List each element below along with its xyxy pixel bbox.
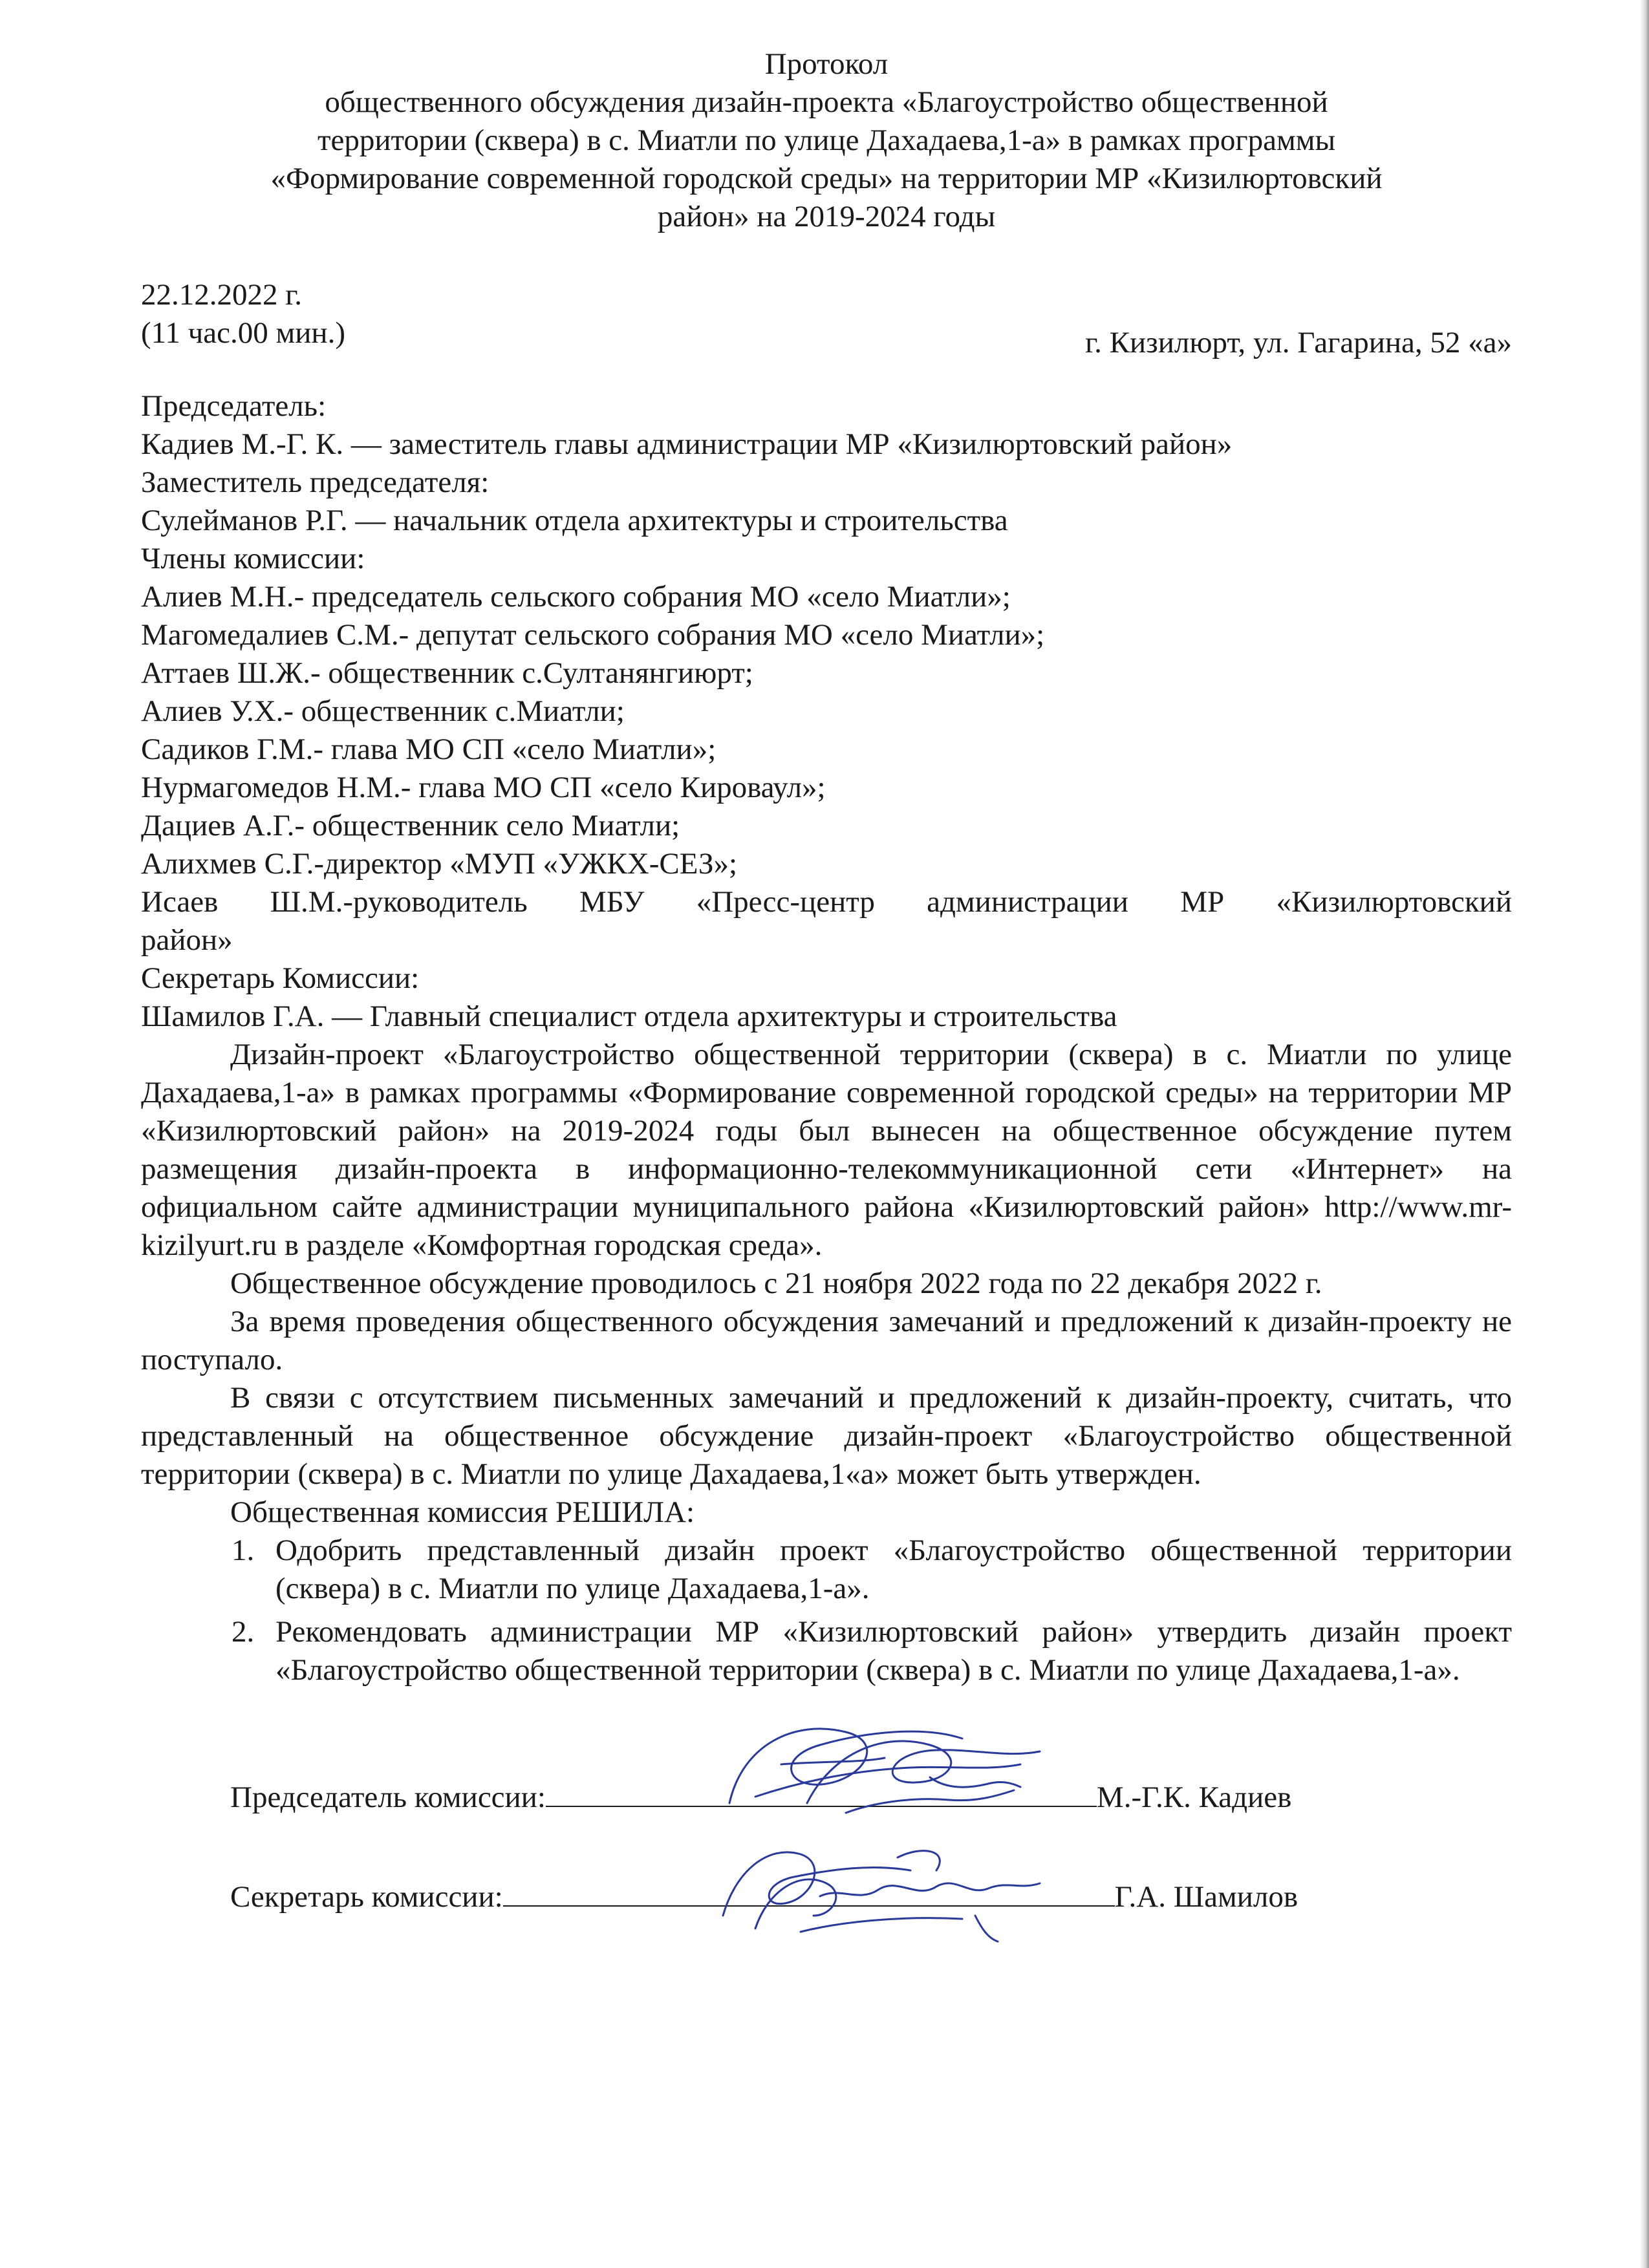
title-line: Протокол: [764, 47, 889, 81]
member-entry: Дациев А.Г.- общественник село Миатли;: [141, 809, 680, 842]
decision-list: [141, 1532, 1512, 1689]
title-line: район» на 2019-2024 годы: [657, 200, 996, 233]
title-line: «Формирование современной городской среды» на территории МР «Кизилюртовский: [270, 162, 1383, 195]
scan-edge-shadow: [1640, 0, 1649, 2268]
member-entry: Аттаев Ш.Ж.- общественник с.Султанянгиюрт;: [141, 656, 753, 690]
member-entry: Алиев У.Х.- общественник с.Миатли;: [141, 694, 625, 728]
meeting-date: 22.12.2022 г.: [141, 278, 302, 312]
member-entry: Нурмагомедов Н.М.- глава МО СП «село Кироваул»;: [141, 771, 826, 804]
decision-text: Рекомендовать администрации МР «Кизилюртовский район» утвердить дизайн проект «Благоустройство общественной территории (сквера) в с. Миатли по улице Дахадаева,1-а».: [275, 1615, 1512, 1687]
deputy-label: Заместитель председателя:: [141, 465, 490, 499]
decision-number: 1.: [232, 1534, 255, 1567]
secretary-handwritten-signature: [704, 1819, 1066, 1954]
member-entry: Исаев Ш.М.-руководитель МБУ «Пресс-центр администрации МР «Кизилюртовский: [141, 885, 1512, 919]
deputy-entry: Сулейманов Р.Г. — начальник отдела архитектуры и строительства: [141, 504, 1008, 537]
meeting-time: (11 час.00 мин.): [141, 316, 345, 350]
document-title: [141, 45, 1512, 236]
protocol-body: [141, 1036, 1512, 1689]
member-entry-continuation: район»: [141, 923, 233, 957]
chairman-signature-label: Председатель комиссии:: [230, 1781, 546, 1814]
member-entry: Садиков Г.М.- глава МО СП «село Миатли»;: [141, 733, 717, 766]
members-label: Члены комиссии:: [141, 542, 365, 575]
participants-list: [141, 387, 1512, 1036]
member-entry: Магомедалиев С.М.- депутат сельского собрания МО «село Миатли»;: [141, 618, 1045, 652]
member-entry: Алиев М.Н.- председатель сельского собрания МО «село Миатли»;: [141, 580, 1011, 614]
member-entry: Алихмев С.Г.-директор «МУП «УЖКХ-СЕЗ»;: [141, 847, 738, 881]
paragraph-no-remarks: За время проведения общественного обсуждения замечаний и предложений к дизайн-проекту не поступало.: [141, 1305, 1512, 1376]
chairman-handwritten-signature: [717, 1706, 1053, 1835]
secretary-signature-name: Г.А. Шамилов: [1114, 1880, 1299, 1914]
chairman-signature-name: М.-Г.К. Кадиев: [1096, 1781, 1292, 1814]
paragraph-conclusion: В связи с отсутствием письменных замечаний и предложений к дизайн-проекту, считать, что представленный на общественное обсуждение дизайн-проект «Благоустройство общественной территории (сквера) в с. Миатли по улице Дахадаева,1«а» может быть утвержден.: [141, 1381, 1512, 1491]
secretary-label: Секретарь Комиссии:: [141, 961, 420, 995]
signature-block: [141, 1740, 1512, 1953]
title-line: общественного обсуждения дизайн-проекта «Благоустройство общественной: [325, 85, 1328, 119]
decision-item: [141, 1532, 1512, 1608]
paragraph-discussion-period: Общественное обсуждение проводилось с 21 ноября 2022 года по 22 декабря 2022 г.: [230, 1267, 1322, 1300]
meeting-place: г. Кизилюрт, ул. Гагарина, 52 «а»: [1085, 326, 1512, 359]
title-line: территории (сквера) в с. Миатли по улице Дахадаева,1-а» в рамках программы: [317, 123, 1336, 157]
decision-label: Общественная комиссия РЕШИЛА:: [230, 1495, 695, 1529]
secretary-entry: Шамилов Г.А. — Главный специалист отдела архитектуры и строительства: [141, 1000, 1117, 1033]
chairman-label: Председатель:: [141, 389, 327, 423]
decision-number: 2.: [232, 1615, 255, 1649]
document-page: [141, 45, 1512, 1953]
decision-text: Одобрить представленный дизайн проект «Благоустройство общественной территории (сквера) в с. Миатли по улице Дахадаева,1-а».: [275, 1534, 1512, 1605]
secretary-signature-label: Секретарь комиссии:: [230, 1880, 503, 1914]
paragraph-design-project: Дизайн-проект «Благоустройство общественной территории (сквера) в с. Миатли по улице Дахадаева,1-а» в рамках программы «Формирование современной городской среды» на территории МР «Кизилюртовский район» на 2019-2024 годы был вынесен на общественное обсуждение путем размещения дизайн-проекта в информационно-телекоммуникационной сети «Интернет» на официальном сайте администрации муниципального района «Кизилюртовский район» http://www.mr-kizilyurt.ru в разделе «Комфортная городская среда».: [141, 1038, 1512, 1262]
decision-item: [141, 1613, 1512, 1689]
chairman-entry: Кадиев М.-Г. К. — заместитель главы администрации МР «Кизилюртовский район»: [141, 427, 1233, 461]
meeting-meta: [141, 276, 1512, 359]
